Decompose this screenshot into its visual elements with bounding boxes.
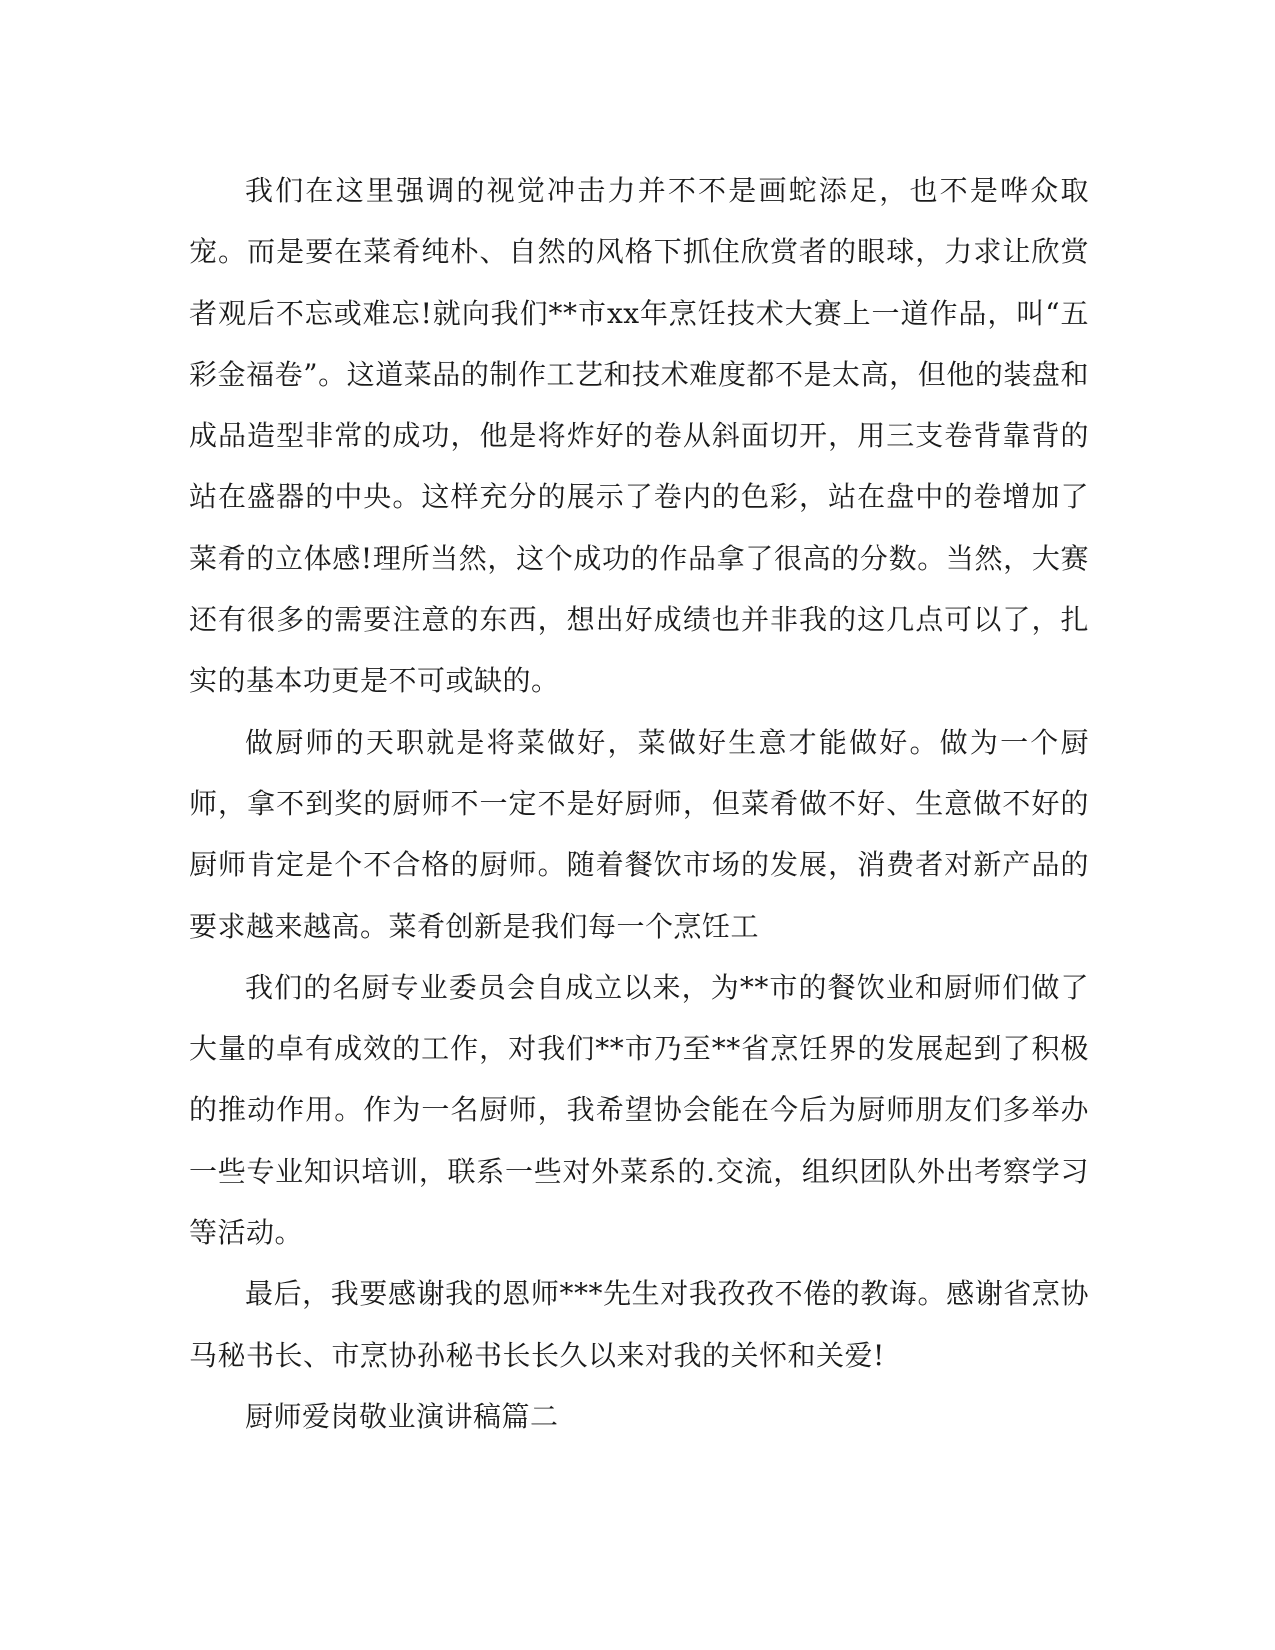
paragraph-committee: 我们的名厨专业委员会自成立以来，为**市的餐饮业和厨师们做了大量的卓有成效的工作，对我们**市乃至**省烹饪界的发展起到了积极的推动作用。作为一名厨师，我希望协会能在今后为厨师朋友们多举办一些专业知识培训，联系一些对外菜系的.交流，组织团队外出考察学习等活动。 bbox=[189, 970, 1089, 1250]
section-heading: 厨师爱岗敬业演讲稿篇二 bbox=[245, 1399, 559, 1433]
paragraph-visual-impact: 我们在这里强调的视觉冲击力并不不是画蛇添足，也不是哗众取宠。而是要在菜肴纯朴、自然的风格下抓住欣赏者的眼球，力求让欣赏者观后不忘或难忘!就向我们**市xx年烹饪技术大赛上一道作品，叫“五彩金福卷”。这道菜品的制作工艺和技术难度都不是太高，但他的装盘和成品造型非常的成功，他是将炸好的卷从斜面切开，用三支卷背靠背的站在盛器的中央。这样充分的展示了卷内的色彩，站在盘中的卷增加了菜肴的立体感!理所当然，这个成功的作品拿了很高的分数。当然，大赛还有很多的需要注意的东西，想出好成绩也并非我的这几点可以了，扎实的基本功更是不可或缺的。 bbox=[189, 174, 1089, 698]
document-body bbox=[189, 160, 1089, 1447]
paragraph-thanks: 最后，我要感谢我的恩师***先生对我孜孜不倦的教诲。感谢省烹协马秘书长、市烹协孙秘书长长久以来对我的关怀和关爱! bbox=[189, 1277, 1089, 1372]
paragraph-chef-duty: 做厨师的天职就是将菜做好，菜做好生意才能做好。做为一个厨师，拿不到奖的厨师不一定不是好厨师，但菜肴做不好、生意做不好的厨师肯定是个不合格的厨师。随着餐饮市场的发展，消费者对新产品的要求越来越高。菜肴创新是我们每一个烹饪工 bbox=[189, 725, 1089, 943]
